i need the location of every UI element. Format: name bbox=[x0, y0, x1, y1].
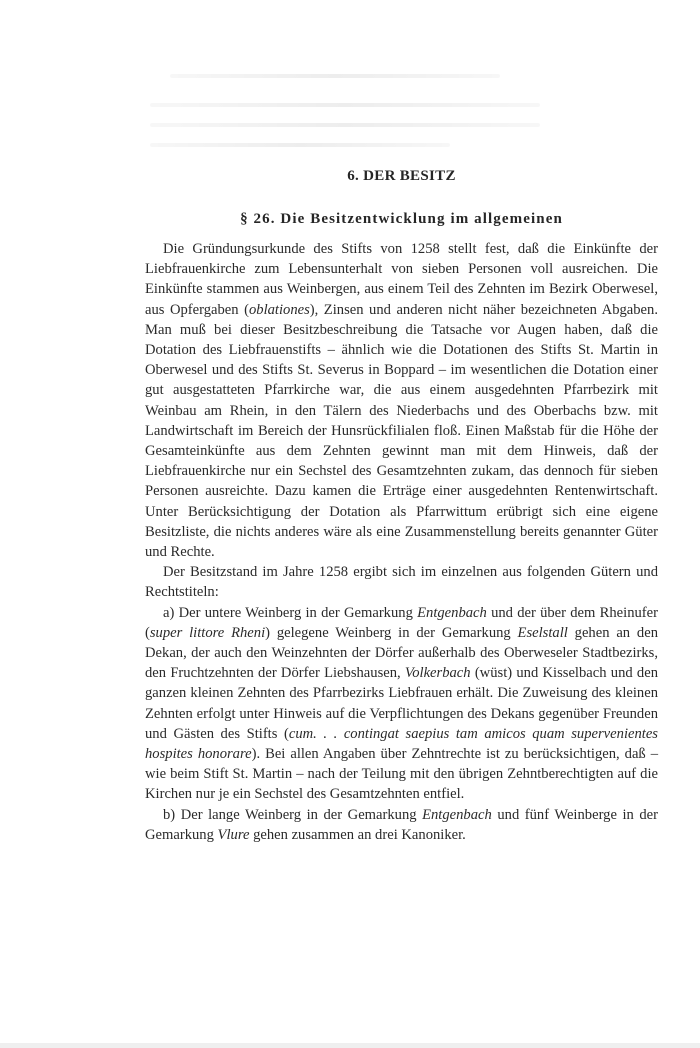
italic-text: Volkerbach bbox=[404, 665, 471, 682]
text-run: a) Der untere Weinberg in der Gemarkung bbox=[163, 604, 418, 621]
book-page bbox=[145, 168, 658, 845]
text-run: gehen an den Dekan, der auch den Weinzehnten der Dörfer außerhalb des Oberweseler Stadtbezirks, den Fruchtzehnten der Dörfer Liebshausen, bbox=[145, 624, 659, 682]
text-run: b) Der lange Weinberg in der Gemarkung bbox=[163, 806, 423, 823]
show-through-line bbox=[150, 103, 540, 107]
italic-text: cum. . . contingat saepius tam amicos quam supervenientes hospites honorare bbox=[145, 725, 658, 763]
italic-text: Entgenbach bbox=[422, 806, 492, 823]
section-title: § 26. Die Besitzentwicklung im allgemeinen bbox=[240, 211, 563, 227]
text-run: gehen zusammen an drei Kanoniker. bbox=[249, 826, 466, 843]
paragraph bbox=[145, 603, 658, 805]
text-run: Die Gründungsurkunde des Stifts von 1258 stellt fest, daß die Einkünfte der Liebfrauenkirche zum Lebensunterhalt von sieben Personen voll ausreichen. Die Einkünfte stammen aus Weinbergen, aus einem Teil des Zehnten im Bezirk Oberwesel, aus Opfergaben ( bbox=[145, 241, 658, 318]
paragraph bbox=[145, 239, 658, 562]
chapter-title: 6. DER BESITZ bbox=[347, 168, 456, 184]
show-through-line bbox=[150, 143, 450, 147]
text-run: ) gelegene Weinberg in der Gemarkung bbox=[265, 624, 518, 641]
text-run: und der über dem Rheinufer ( bbox=[145, 604, 658, 641]
italic-text: Entgenbach bbox=[417, 604, 487, 621]
scan-edge bbox=[0, 1043, 700, 1048]
italic-text: Vlure bbox=[217, 826, 250, 843]
paragraph bbox=[145, 562, 658, 602]
italic-text: super littore Rheni bbox=[149, 624, 266, 641]
text-run: (wüst) und Kisselbach und den ganzen kleinen Zehnten des Pfarrbezirks Liebfrauen erhält. Die Zuweisung des kleinen Zehnten erfolgt unter Hinweis auf die Verpflichtungen des Dekans gegenüber Freunden und Gästen des Stifts ( bbox=[145, 665, 658, 742]
body-text bbox=[145, 239, 658, 845]
italic-text: Eselstall bbox=[517, 624, 568, 641]
text-run: ). Bei allen Angaben über Zehntrechte ist zu berücksichtigen, daß – wie beim Stift St. Martin – nach der Teilung mit den übrigen Zehntberechtigten auf die Kirchen nur je ein Sechstel des Gesamtzehnten entfiel. bbox=[145, 746, 659, 803]
text-run: ), Zinsen und anderen nicht näher bezeichneten Abgaben. Man muß bei dieser Besitzbeschreibung die Tatsache vor Augen haben, daß die Dotation des Liebfrauenstifts – ähnlich wie die Dotationen des Stifts St. Martin in Oberwesel und des Stifts St. Severus in Boppard – im wesentlichen die Dotation einer gut ausgestatteten Pfarrkirche war, die aus einem ausgedehnten Pfarrbezirk mit Weinbau am Rhein, in den Tälern des Niederbachs und des Oberbachs bzw. mit Landwirtschaft im Bereich der Hunsrückfilialen floß. Einen Maßstab für die Höhe der Gesamteinkünfte aus dem Zehnten gewinnt man mit dem Hinweis, daß der Liebfrauenkirche nur ein Sechstel des Gesamtzehnten zukam, das dennoch für sieben Personen ausreichte. Dazu kamen die Erträge einer ausgedehnten Rentenwirtschaft. Unter Berücksichtigung der Dotation als Pfarrwittum erübrigt sich eine eigene Besitzliste, die nichts anderes wäre als eine Zusammenstellung bereits genannter Güter und Rechte. bbox=[145, 301, 658, 561]
paragraph bbox=[145, 805, 658, 845]
show-through-line bbox=[170, 74, 500, 78]
italic-text: oblationes bbox=[248, 301, 310, 318]
text-run: und fünf Weinberge in der Gemarkung bbox=[145, 806, 658, 843]
text-run: Der Besitzstand im Jahre 1258 ergibt sich im einzelnen aus folgenden Gütern und Rechtstiteln: bbox=[145, 564, 658, 601]
show-through-line bbox=[150, 123, 540, 127]
